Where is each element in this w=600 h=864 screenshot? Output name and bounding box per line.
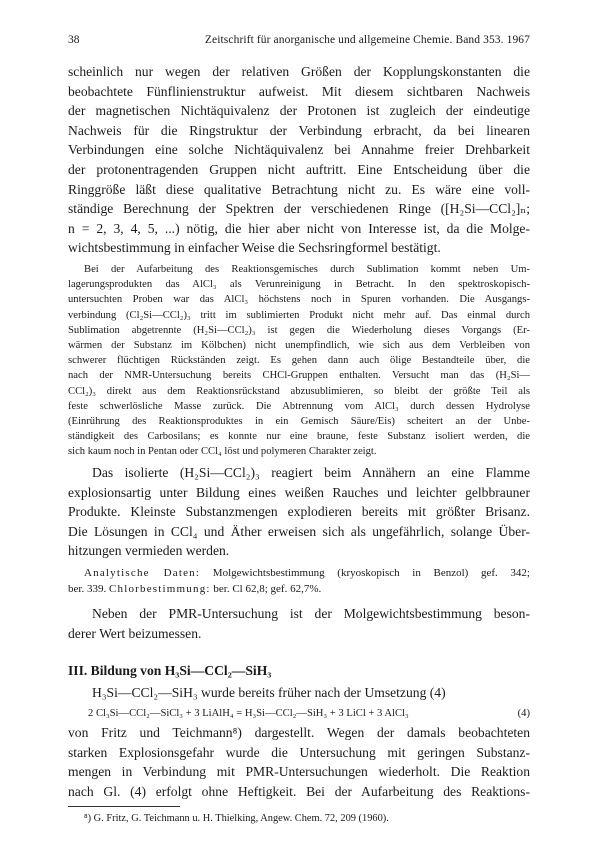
text-line: Das isolierte (H₂Si—CCl₂)₃ reagiert beim Annähern an eine Flamme xyxy=(92,465,530,480)
text-line: H₃Si—CCl₂—SiH₃ wurde bereits früher nach der Umsetzung (4) xyxy=(92,685,446,700)
small-print-paragraph xyxy=(68,262,530,460)
text-line: mengen in Verbindung mit PMR-Untersuchungen wiederholt. Die Reaktion xyxy=(68,764,530,780)
molecular-weight-result: Molgewichtsbestimmung (kryoskopisch in Benzol) gef. 342; xyxy=(200,567,530,579)
footnote-text: ⁸) G. Fritz, G. Teichmann u. H. Thielking, Angew. Chem. 72, 209 (1960). xyxy=(84,813,389,824)
footnote xyxy=(68,812,530,826)
paragraph-explosive-properties xyxy=(68,463,530,561)
text-line: explosionsartig unter Bildung eines weißen Rauches und leichter gelbbrauner xyxy=(68,484,530,500)
section-heading: III. Bildung von H₃Si—CCl₂—SiH₃ xyxy=(68,663,272,678)
text-line: starken Explosionsgefahr wurde die Untersuchung mit geringen Substanz- xyxy=(68,744,530,760)
equation-text: 2 Cl₃Si—CCl₂—SiCl₃ + 3 LiAlH₄ = H₃Si—CCl₂—SiH₃ + 3 LiCl + 3 AlCl₃ xyxy=(88,708,409,719)
text-line: der magnetischen Nichtäquivalenz der Protonen ist zugleich der eindeutige xyxy=(68,103,530,119)
text-line: Nachweis für die Ringstruktur der Verbindung erbracht, da bei linearen xyxy=(68,122,530,138)
text-line: scheinlich nur wegen der relativen Größen der Kopplungskonstanten die xyxy=(68,64,530,79)
analytical-data-line xyxy=(68,581,530,597)
page-number: 38 xyxy=(68,34,80,46)
text-line: Ringgröße läßt diese qualitative Betrachtung nicht zu. Es wäre eine voll- xyxy=(68,181,530,197)
text-line: n = 2, 3, 4, 5, ...) nötig, die hier aber nicht von Interesse ist, da die Molge- xyxy=(68,220,530,236)
text-line: verbindung (Cl₂Si—CCl₂)₃ tritt im sublimierten Produkt nicht mehr auf. Das einmal durch xyxy=(68,309,530,321)
paragraph-nmr-discussion xyxy=(68,62,530,258)
paragraph-pmr-note xyxy=(68,604,530,643)
text-line: der protonentragenden Gruppen nicht auftritt. Eine Entscheidung über die xyxy=(68,161,530,177)
text-line: ständigkeit des Carbosilans; es konnte nur eine braune, feste Substanz isoliert werden, die xyxy=(68,431,530,443)
text-line: hitzungen vermieden werden. xyxy=(68,543,230,559)
footnote-divider xyxy=(68,806,180,807)
text-line: sich kaum noch in Pentan oder CCl₄ löst und polymeren Charakter zeigt. xyxy=(68,446,377,458)
text-line: feste schwerlösliche Masse zurück. Die Abtrennung vom AlCl₃ durch dessen Hydrolyse xyxy=(68,400,530,412)
text-line: Sublimation abgetrennte (H₂Si—CCl₂)₃ ist gegen die Wiederholung dieses Vorgangs (Er- xyxy=(68,324,530,336)
text-line: Die Lösungen in CCl₄ und Äther erweisen sich als ungefährlich, solange Über- xyxy=(68,523,530,539)
running-title: Zeitschrift für anorganische und allgemeine Chemie. Band 353. 1967 xyxy=(204,34,530,46)
text-line: wichtsbestimmung in einfacher Weise die Sechsringformel bestätigt. xyxy=(68,240,441,256)
text-line: Produkte. Kleinste Substanzmengen explodieren bereits mit größter Brisanz. xyxy=(68,504,530,520)
text-line: schwerer flüchtigen Rückständen zeigt. Es gehen dann auch ölige Bestandteile über, die xyxy=(68,355,530,367)
analytical-data xyxy=(68,565,530,597)
reaction-equation xyxy=(68,706,530,721)
text-line: ständige Berechnung der Spektren der verschiedenen Ringe ([H₂Si—CCl₂]ₙ; xyxy=(68,201,530,217)
text-line: lagerungsprodukten das AlCl₃ als Verunreinigung in Betracht. In den spektroskopisch- xyxy=(68,279,530,291)
analytical-data-label: Analytische Daten: xyxy=(84,567,201,579)
text-line: von Fritz und Teichmann⁸) dargestellt. Wegen der damals beobachteten xyxy=(68,725,530,740)
section-intro xyxy=(68,683,530,703)
analytical-data-line xyxy=(68,565,530,581)
text-line: Neben der PMR-Untersuchung ist der Molgewichtsbestimmung beson- xyxy=(92,606,530,621)
equation-number: (4) xyxy=(517,708,530,719)
text-line: untersuchten Proben war das AlCl₃ höchstens noch in Spuren vorhanden. Die Ausgangs- xyxy=(68,294,530,306)
text-line: nach der NMR-Untersuchung bereits CHCl-Gruppen enthalten. Versucht man das (H₂Si— xyxy=(68,370,530,382)
text-line: nach Gl. (4) erfolgt ohne Heftigkeit. Bei der Aufarbeitung des Reaktions- xyxy=(68,783,530,799)
text-line: wärmen der Substanz im Kölbchen) nicht unempfindlich, wie sich aus dem Verbleiben von xyxy=(68,340,530,352)
text-line: Verbindungen eine solche Nichtäquivalenz bei Annahme freier Drehbarkeit xyxy=(68,142,530,158)
chlorine-label: Chlorbestimmung: xyxy=(108,583,211,595)
text-line: derer Wert beizumessen. xyxy=(68,625,202,641)
text-line: CCl₂)₃ direkt aus dem Reaktionsrückstand abzusublimieren, so bleibt der größte Teil als xyxy=(68,385,530,397)
text-line: Bei der Aufarbeitung des Reaktionsgemisches durch Sublimation kommt neben Um- xyxy=(84,264,530,275)
text-line: (Einrührung des Reaktionsproduktes in ein Gemisch Säure/Eis) scheitert an der Unbe- xyxy=(68,416,530,428)
paragraph-reaction xyxy=(68,723,530,801)
text-line: beobachtete Fünflinienstruktur aufweist. Mit diesem sichtbaren Nachweis xyxy=(68,83,530,99)
calculated-molecular-weight: ber. 339. xyxy=(68,583,109,595)
chlorine-result: ber. Cl 62,8; gef. 62,7%. xyxy=(210,583,322,595)
